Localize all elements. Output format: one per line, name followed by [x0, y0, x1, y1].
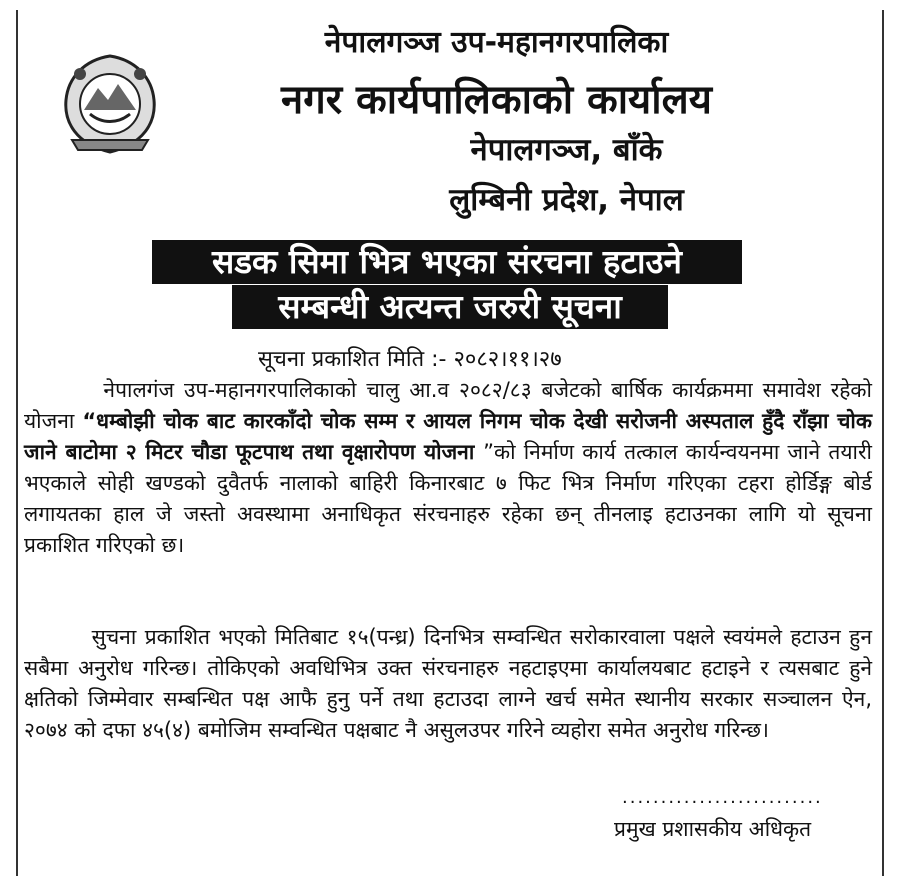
notice-title-line1: सडक सिमा भित्र भएका संरचना हटाउने	[152, 240, 742, 284]
notice-title-line2: सम्बन्धी अत्यन्त जरुरी सूचना	[232, 285, 668, 329]
municipality-name: नेपालगञ्ज उप-महानगरपालिका	[324, 25, 669, 60]
project-name: “धम्बोझी चोक बाट कारकाँदो चोक सम्म र आयल निगम चोक देखी सरोजनी अस्पताल हुँदै राँझा चोक जाने बाटोमा २ मिटर चौडा फूटपाथ तथा वृक्षारोपण योजना	[24, 409, 872, 464]
paragraph-2-text: सुचना प्रकाशित भएको मितिबाट १५(पन्ध्र) दिनभित्र सम्वन्धित सरोकारवाला पक्षले स्वयंमले हटाउन हुन सबैमा अनुरोध गरिन्छ। तोकिएको अवधिभित्र उक्त संरचनाहरु नहटाइएमा कार्यालयबाट हटाइने र त्यसबाट हुने क्षतिको जिम्मेवार सम्बन्धित पक्ष आफै हुनु पर्ने तथा हटाउदा लाग्ने खर्च समेत स्थानीय सरकार सञ्चालन ऐन, २०७४ को दफा ४५(४) बमोजिम सम्वन्धित पक्षबाट नै असुलउपर गरिने व्यहोरा समेत अनुरोध गरिन्छ।	[24, 625, 872, 742]
office-name: नगर कार्यपालिकाको कार्यालय	[281, 77, 712, 123]
office-location: नेपालगञ्ज, बाँके	[470, 132, 663, 168]
signatory-title: प्रमुख प्रशासकीय अधिकृत	[614, 817, 812, 841]
province-name: लुम्बिनी प्रदेश, नेपाल	[449, 182, 684, 218]
paragraph-2	[24, 622, 872, 746]
publication-date: सूचना प्रकाशित मिति :- २०८२।११।२७	[258, 347, 562, 372]
signature-line: ..........................	[622, 787, 823, 808]
paragraph-1	[24, 375, 872, 561]
paragraph-1-rest: ”को निर्माण कार्य तत्काल कार्यन्वयनमा जाने तयारी भएकाले सोही खण्डको दुवैतर्फ नालाको बाहिरी किनारबाट ७ फिट भित्र निर्माण गरिएका टहरा होर्डिङ्ग बोर्ड लगायतका हाल जे जस्तो अवस्थामा अनाधिकृत संरचनाहरु रहेका छन् तीनलाइ हटाउनका लागि यो सूचना प्रकाशित गरिएको छ।	[24, 440, 872, 557]
paragraph-1-intro: नेपालगंज उप-महानगरपालिकाको चालु आ.व २०८२/८३ बजेटको बार्षिक कार्यक्रममा समावेश रहेको योजना	[24, 378, 873, 433]
